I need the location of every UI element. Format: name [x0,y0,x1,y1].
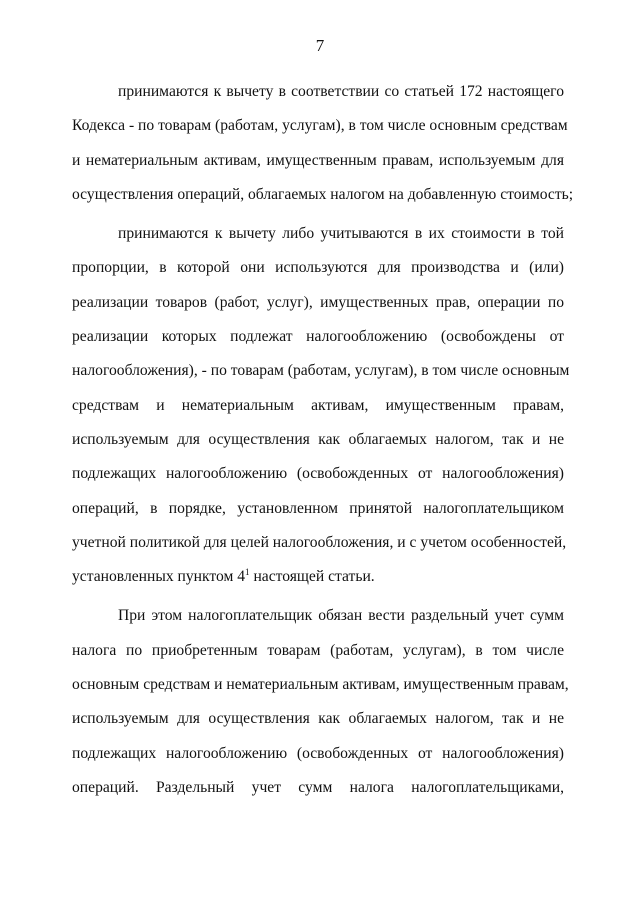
text-line: пропорции, в которой они используются для производства и (или) [72,259,564,277]
text-line: средствам и нематериальным активам, имущественным правам, [72,396,564,414]
text-line: реализации товаров (работ, услуг), имущественных прав, операции по [72,293,564,311]
text-fragment: установленных пунктом 4 [72,568,246,586]
text-line: используемым для осуществления как облагаемых налогом, так и не [72,430,564,448]
text-line: подлежащих налогообложению (освобожденных от налогообложения) [72,465,564,483]
text-line: операций. Раздельный учет сумм налога налогоплательщиками, [72,778,564,796]
text-line: При этом налогоплательщик обязан вести раздельный учет сумм [118,607,564,625]
text-line: учетной политикой для целей налогообложения, и с учетом особенностей, [72,533,567,551]
paragraph [72,217,570,594]
text-line: реализации которых подлежат налогообложению (освобождены от [72,328,564,346]
text-line: налога по приобретенным товарам (работам, услугам), в том числе [72,641,564,659]
text-line [72,560,564,594]
text-line: основным средствам и нематериальным активам, имущественным правам, [72,676,569,694]
paragraph [72,75,574,212]
text-line: и нематериальным активам, имущественным правам, используемым для [72,151,564,169]
text-line: используемым для осуществления как облагаемых налогом, так и не [72,710,564,728]
text-line: осуществления операций, облагаемых налогом на добавленную стоимость; [72,185,574,203]
text-fragment: настоящей статьи. [249,568,375,586]
text-line: Кодекса - по товарам (работам, услугам), в том числе основным средствам [72,117,568,135]
text-line: операций, в порядке, установленном принятой налогоплательщиком [72,499,564,517]
paragraph [72,599,569,805]
superscript: 1 [245,567,250,578]
text-line: подлежащих налогообложению (освобожденных от налогообложения) [72,744,564,762]
document-body [72,75,574,805]
text-line: налогообложения), - по товарам (работам, услугам), в том числе основным [72,362,570,380]
text-line: принимаются к вычету либо учитываются в их стоимости в той [118,225,564,243]
page-number: 7 [315,36,325,55]
text-line: принимаются к вычету в соответствии со статьей 172 настоящего [118,83,564,100]
